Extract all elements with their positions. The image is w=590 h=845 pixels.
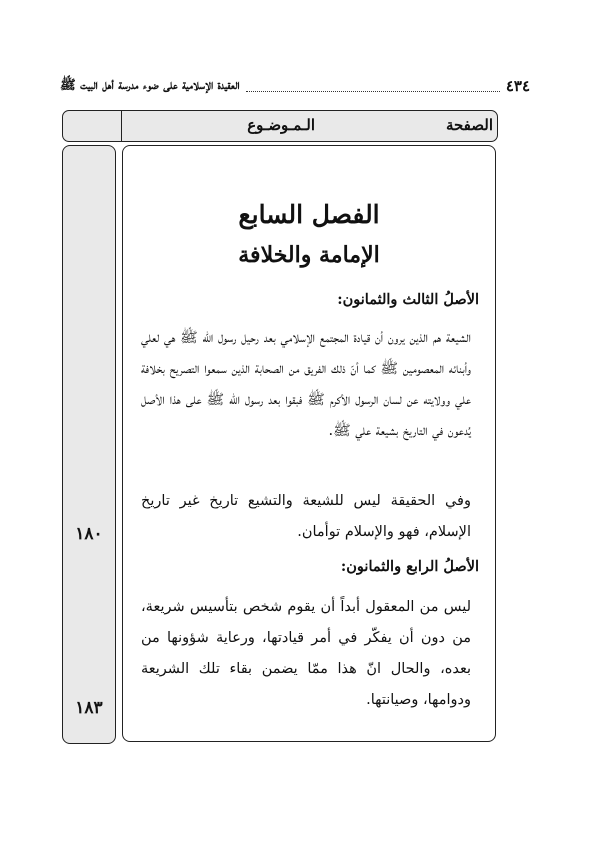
chapter-subtitle: الإمامة والخلافة <box>238 242 380 268</box>
page-number: ٤٣٤ <box>505 77 530 95</box>
toc-page-number: ١٨٠ <box>75 524 103 544</box>
dotted-leader <box>246 81 500 92</box>
subject-column-label: الـمـوضـوع <box>247 116 315 134</box>
section-heading: الأصلُ الثالث والثمانون: <box>337 291 479 308</box>
paragraph: وفي الحقيقة ليس للشيعة والتشيع تاريخ غير تاريخ الإسلام، فهو والإسلام توأمان. <box>141 493 471 540</box>
toc-page-number: ١٨٣ <box>75 698 103 718</box>
paragraph: الشيعة هم الذين يرون أن قيادة المجتمع الإسلامي بعد رحيل رسول الله ﷺ هي لعلي وأبنائه المعصومين ﷺ كما أنّ ذلك الفريق من الصحابة الذين سمعوا التصريح بخلافة علي وولايته عن لسان الرسول الأكرم ﷺ فبقوا بعد رسول الله ﷺ على هذا الأصل يُدعون في التاريخ بشيعة علي ﷺ. <box>141 330 471 439</box>
book-title: العقيدة الإسلامية على ضوء مدرسة أهل البيت ﷺ <box>60 77 240 93</box>
table-header <box>62 110 498 142</box>
contents-panel <box>122 145 496 742</box>
running-header <box>60 74 530 98</box>
section-heading: الأصلُ الرابع والثمانون: <box>340 558 479 575</box>
column-divider <box>121 111 122 141</box>
paragraph: ليس من المعقول أبداً أن يقوم شخص بتأسيس شريعة، من دون أن يفكّر في أمر قيادتها، ورعاية شؤونها من بعده، والحال انّ هذا ممّا يضمن بقاء تلك الشريعة ودوامها، وصيانتها. <box>141 599 471 708</box>
page-column-label: الصفحة <box>445 116 493 134</box>
page-numbers-column <box>62 145 116 744</box>
chapter-title: الفصل السابع <box>238 200 380 229</box>
